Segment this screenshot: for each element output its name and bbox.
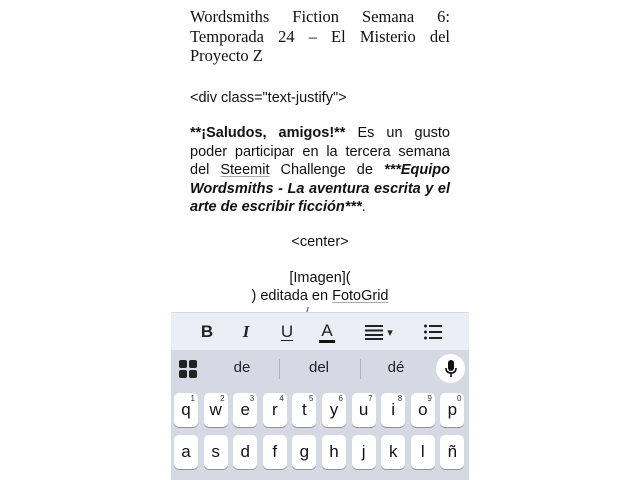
key-label: t [302,400,307,419]
key-h[interactable] [322,435,346,469]
key-label: j [361,442,366,461]
bullet-list-button[interactable] [419,318,447,346]
key-p[interactable] [440,393,464,427]
intro-text-1: Es un gusto poder participar en la tercera semana del [190,125,450,178]
key-e[interactable] [233,393,257,427]
center-tag-line: <center> [291,234,349,250]
intro-end: . [361,199,366,215]
key-number-hint: 1 [190,394,195,403]
key-w[interactable] [204,393,228,427]
key-number-hint: 2 [220,394,225,403]
key-label: d [240,442,250,461]
key-ñ[interactable] [440,435,464,469]
team-name-text: ***Equipo Wordsmiths - La aventura escrita y el arte de escribir ficción*** [190,162,450,215]
key-label: s [211,442,220,461]
key-number-hint: 9 [427,394,432,403]
suggestion-2[interactable]: del [308,359,330,376]
key-y[interactable] [322,393,346,427]
fotogrid-link[interactable]: FotoGrid [332,288,389,304]
key-q[interactable] [174,393,198,427]
microphone-icon [445,360,457,378]
key-s[interactable] [204,435,228,469]
key-label: h [329,442,339,461]
div-tag-line: <div class="text-justify"> [190,90,347,106]
key-number-hint: 0 [456,394,462,403]
phone-screen [171,0,469,480]
key-g[interactable] [292,435,316,469]
underline-button[interactable]: U [280,322,294,341]
key-label: g [299,442,310,461]
key-label: l [420,442,425,461]
suggestion-3[interactable]: dé [387,359,405,376]
key-j[interactable] [352,435,376,469]
document-editor[interactable] [171,0,469,312]
align-justify-icon [365,324,385,340]
key-f[interactable] [263,435,287,469]
suggestion-divider [279,359,280,379]
edited-line [190,287,450,306]
key-label: k [388,442,398,461]
key-t[interactable] [292,393,316,427]
key-label: i [391,400,396,419]
key-label: f [272,442,278,461]
key-label: e [240,400,250,419]
chevron-down-icon: ▾ [387,326,393,339]
bullet-list-icon [424,324,442,340]
edited-prefix: ) editada en [251,288,333,304]
key-number-hint: 6 [338,394,343,403]
text-color-letter: A [319,322,334,343]
intro-paragraph [190,124,450,217]
suggestion-1[interactable]: de [233,359,251,376]
key-number-hint: 8 [397,394,403,403]
microphone-button[interactable] [436,354,465,383]
key-number-hint: 5 [308,394,314,403]
key-label: p [447,400,458,419]
key-a[interactable] [174,435,198,469]
bold-button[interactable]: B [200,322,214,341]
key-label: y [329,400,339,419]
italic-button[interactable]: I [242,322,250,341]
image-line: [Imagen]( [289,270,351,286]
document-title: Wordsmiths Fiction Semana 6: Temporada 24 – El Misterio del Proyecto Z [190,7,450,65]
key-label: w [209,400,222,419]
apps-grid-icon[interactable] [179,360,197,378]
text-color-button[interactable] [313,318,341,346]
key-number-hint: 7 [368,394,373,403]
suggestion-bar [171,350,469,386]
key-i[interactable] [381,393,405,427]
key-label: a [181,442,191,461]
intro-text-2: Challenge de [269,162,384,178]
key-number-hint: 4 [279,394,284,403]
key-label: o [418,400,428,419]
key-d[interactable] [233,435,257,469]
key-number-hint: 3 [249,394,255,403]
format-toolbar [171,312,469,351]
key-u[interactable] [352,393,376,427]
align-menu-button[interactable] [361,318,397,346]
key-label: r [271,400,278,419]
key-label: ñ [447,442,458,461]
key-k[interactable] [381,435,405,469]
steemit-link[interactable]: Steemit [220,162,270,178]
key-label: u [358,400,369,419]
greeting-text: **¡Saludos, amigos!** [190,125,346,141]
key-label: q [181,400,191,419]
key-o[interactable] [411,393,435,427]
key-r[interactable] [263,393,287,427]
key-l[interactable] [411,435,435,469]
keyboard [171,350,469,480]
